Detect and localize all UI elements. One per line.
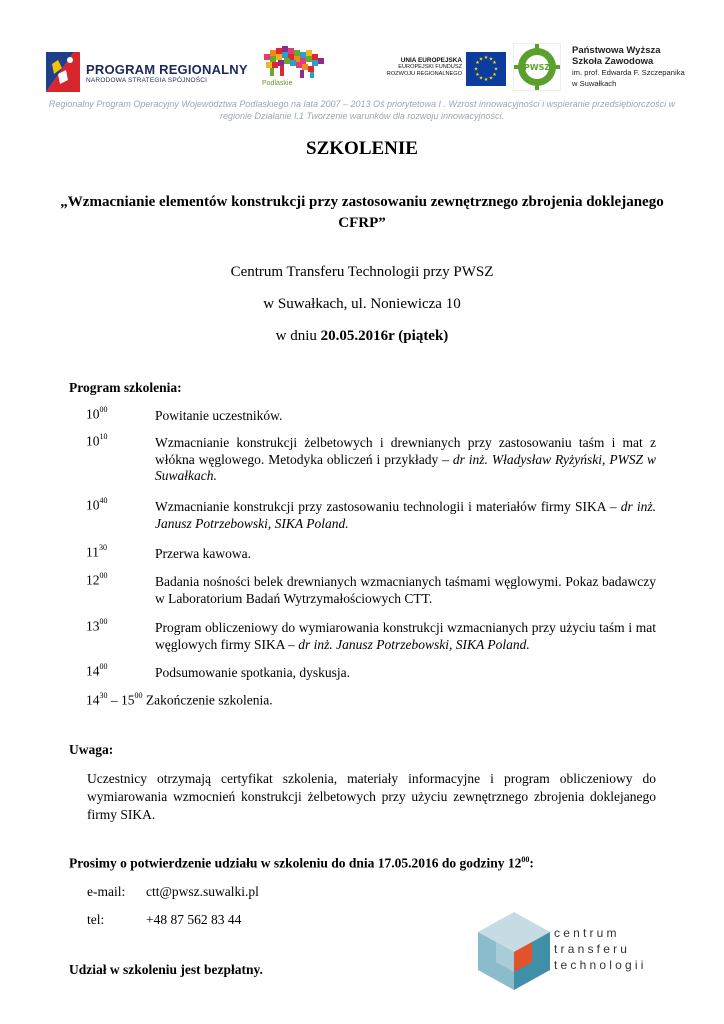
program-regionalny-subtitle: NARODOWA STRATEGIA SPÓJNOŚCI [86,77,208,84]
svg-text:★: ★ [478,75,484,82]
svg-text:★: ★ [483,55,489,61]
time-hour: 11 [86,544,99,560]
schedule-text: Program obliczeniowy do wymiarowania konstrukcji wzmacnianych przy użyciu taśm i mat węglowych firmy SIKA – [155,620,656,652]
time-minute: 00 [99,617,108,626]
schedule-speaker: dr inż. Janusz Potrzebowski, SIKA Poland. [155,499,656,531]
schedule-time [86,544,107,561]
schedule-text: Podsumowanie spotkania, dyskusja. [155,665,350,680]
email-address[interactable]: ctt@pwsz.suwalki.pl [146,884,259,899]
time-minute: 40 [99,496,108,505]
pwsz-logo [513,43,561,91]
svg-text:★: ★ [473,66,479,73]
training-date: 20.05.2016r (piątek) [320,328,449,344]
date-line [0,328,724,345]
schedule-time [86,618,108,635]
schedule-time-range [86,692,273,709]
confirmation-suffix: : [529,855,534,871]
email-label: e-mail: [87,884,126,899]
pwsz-line-4: w Suwałkach [572,79,617,88]
note-body: Uczestnicy otrzymają certyfikat szkolenia, materiały informacyjne i program obliczeniowy do wymiarowania wzmocnień konstrukcji żelbetowych przy użyciu zewnętrznego zbrojenia doklejanego firmy SIKA. [87,771,656,822]
program-regionalny-title: PROGRAM REGIONALNY [86,62,248,77]
schedule-item [155,665,656,682]
svg-text:★: ★ [492,60,497,66]
eu-line-1: UNIA EUROPEJSKA [400,57,462,64]
phone-label: tel: [87,912,105,927]
program-regionalny-logo [44,46,84,96]
note-heading: Uwaga: [69,742,114,757]
pwsz-name [572,45,685,89]
pwsz-line-2: Szkoła Zawodowa [572,56,654,67]
svg-text:★: ★ [488,56,494,63]
schedule-item [155,435,656,485]
eu-line-2: EUROPEJSKI FUNDUSZ [398,64,462,70]
operational-program-line: Regionalny Program Operacyjny Województwa Podlaskiego na lata 2007 – 2013 Oś priorytetowa I . Wzrost innowacyjności i wspieranie przedsiębiorczości w regionie Działanie I.1 Tworzenie warunków dla rozwoju innowacyjności. [48,99,676,121]
schedule-time [86,663,108,680]
confirmation-request [69,855,534,872]
confirmation-minute: 00 [521,855,530,864]
schedule-time [86,433,108,450]
schedule-item [155,499,656,532]
ctt-line-3: technologii [554,958,647,972]
time-hour: 12 [86,572,100,588]
svg-text:PWSZ: PWSZ [523,63,551,72]
location-line-2: w Suwałkach, ul. Noniewicza 10 [263,296,461,312]
phone-number[interactable]: +48 87 562 83 44 [146,912,242,927]
time-minute: 00 [99,571,108,580]
pwsz-line-3: im. prof. Edwarda F. Szczepanika [572,68,685,77]
schedule-item [155,574,656,607]
schedule-speaker: dr inż. Janusz Potrzebowski, SIKA Poland. [298,636,530,652]
podlaskie-bison-logo [256,44,328,80]
schedule-text: Badania nośności belek drewnianych wzmacnianych taśmami węglowymi. Pokaz badawczy w Laboratorium Badań Wytrzymałościowych CTT. [155,574,656,606]
eu-flag-icon [466,52,506,86]
time-minute: 00 [134,691,143,700]
time-minute: 30 [99,543,107,552]
document-title: SZKOLENIE [306,138,418,159]
schedule-item [155,408,656,425]
svg-text:★: ★ [478,56,484,63]
time-minute: 30 [99,691,108,700]
pwsz-line-1: Państwowa Wyższa [572,45,661,56]
eu-fund-text [380,57,462,78]
time-hour: 14 [86,663,100,679]
schedule-text: Zakończenie szkolenia. [145,692,273,708]
time-hour: 15 [121,692,135,708]
svg-text:★: ★ [493,66,499,73]
ctt-logo-icon [474,910,554,992]
schedule-text: Wzmacnianie konstrukcji przy zastosowaniu technologii i materiałów firmy SIKA – [155,499,621,514]
ctt-line-2: transferu [554,942,631,956]
schedule-text: Powitanie uczestników. [155,408,283,423]
svg-text:★: ★ [492,72,497,78]
eu-line-3: ROZWOJU REGIONALNEGO [386,71,462,77]
schedule-speaker: dr inż. Władysław Ryżyński, PWSZ w Suwałkach. [155,451,657,483]
svg-text:★: ★ [483,77,489,83]
svg-text:★: ★ [475,72,480,78]
schedule-time [86,406,108,423]
schedule-item [155,620,656,653]
schedule-time [86,497,108,514]
schedule-text: Wzmacnianie konstrukcji żelbetowych i drewnianych przy zastosowaniu taśm i mat z włókna węglowego. Metodyka obliczeń i przykłady – [155,435,656,467]
program-heading: Program szkolenia: [69,380,182,395]
svg-text:★: ★ [488,75,494,82]
time-hour: 10 [86,406,100,422]
time-separator: – [107,692,121,708]
time-hour: 10 [86,433,100,449]
time-hour: 13 [86,618,100,634]
time-minute: 10 [99,432,108,441]
podlaskie-label: Podlaskie [262,80,293,87]
svg-text:★: ★ [475,60,480,66]
time-minute: 00 [99,405,108,414]
time-hour: 14 [86,692,100,708]
time-hour: 10 [86,497,100,513]
time-minute: 00 [99,662,108,671]
location-line-1: Centrum Transferu Technologii przy PWSZ [230,264,494,280]
schedule-item [155,546,656,563]
ctt-logo-text [554,925,647,973]
schedule-time [86,572,108,589]
training-subtitle: „Wzmacnianie elementów konstrukcji przy zastosowaniu zewnętrznego zbrojenia doklejanego CFRP” [60,194,664,231]
schedule-text: Przerwa kawowa. [155,546,251,561]
date-prefix: w dniu [275,328,321,344]
ctt-line-1: centrum [554,926,620,940]
confirmation-text: Prosimy o potwierdzenie udziału w szkoleniu do dnia 17.05.2016 do godziny 12 [69,855,522,871]
free-participation-note: Udział w szkoleniu jest bezpłatny. [69,962,263,977]
